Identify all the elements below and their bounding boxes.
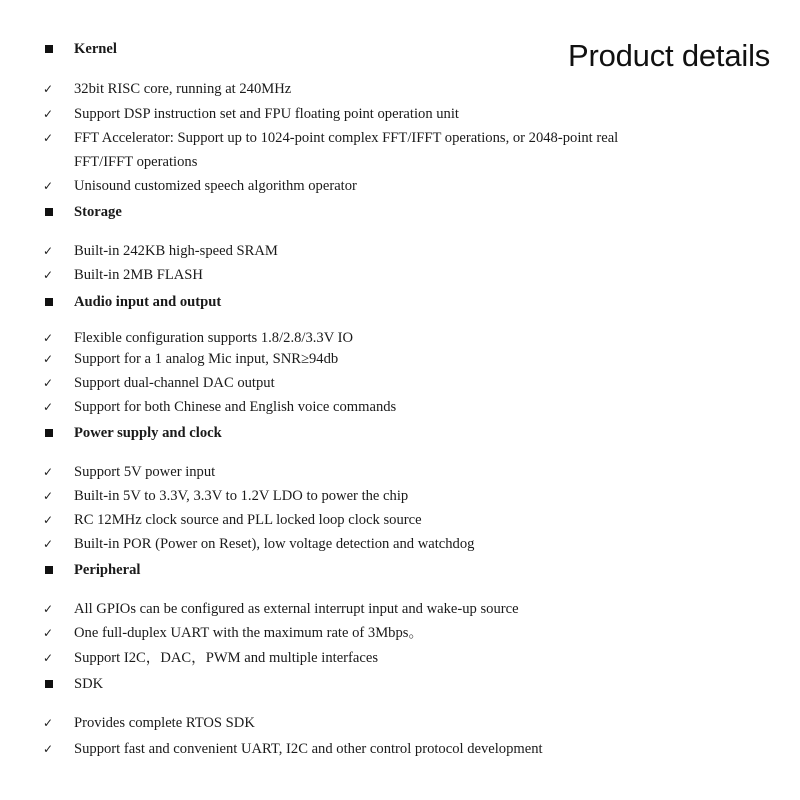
checkmark-icon: ✓ bbox=[43, 352, 54, 366]
black-square-icon bbox=[45, 566, 53, 574]
list-item-text: Support for both Chinese and English voice commands bbox=[74, 399, 397, 415]
checkmark-icon: ✓ bbox=[43, 716, 54, 730]
checkmark-icon: ✓ bbox=[43, 268, 54, 282]
list-item-text: Built-in 2MB FLASH bbox=[74, 267, 203, 283]
checkmark-icon: ✓ bbox=[43, 489, 54, 503]
checkmark-icon: ✓ bbox=[43, 513, 54, 527]
section-heading-label: Kernel bbox=[74, 41, 117, 57]
list-item-text: One full-duplex UART with the maximum rate of 3Mbps。 bbox=[74, 625, 424, 641]
checkmark-icon: ✓ bbox=[43, 376, 54, 390]
list-item-text: Support I2C，DAC，PWM and multiple interfaces bbox=[74, 650, 378, 666]
list-item-text: Support for a 1 analog Mic input, SNR≥94db bbox=[74, 351, 339, 367]
list-item-text: Built-in 5V to 3.3V, 3.3V to 1.2V LDO to power the chip bbox=[74, 488, 409, 504]
checkmark-icon: ✓ bbox=[43, 400, 54, 414]
checkmark-icon: ✓ bbox=[43, 82, 54, 96]
black-square-icon bbox=[45, 45, 53, 53]
list-item-text: Support fast and convenient UART, I2C and other control protocol development bbox=[74, 741, 543, 757]
black-square-icon bbox=[45, 429, 53, 437]
checkmark-icon: ✓ bbox=[43, 537, 54, 551]
black-square-icon bbox=[45, 298, 53, 306]
section-heading-label: SDK bbox=[74, 676, 104, 692]
checkmark-icon: ✓ bbox=[43, 179, 54, 193]
list-item-text: Flexible configuration supports 1.8/2.8/3.3V IO bbox=[74, 330, 354, 346]
list-item-text: Unisound customized speech algorithm operator bbox=[74, 178, 357, 194]
list-item-text: FFT Accelerator: Support up to 1024-point complex FFT/IFFT operations, or 2048-point real bbox=[74, 130, 619, 146]
list-item-text: 32bit RISC core, running at 240MHz bbox=[74, 81, 292, 97]
list-item-text: Support DSP instruction set and FPU floating point operation unit bbox=[74, 106, 459, 122]
section-heading-label: Power supply and clock bbox=[74, 425, 222, 441]
list-item-text: Support 5V power input bbox=[74, 464, 216, 480]
list-item-text: Support dual-channel DAC output bbox=[74, 375, 275, 391]
checkmark-icon: ✓ bbox=[43, 107, 54, 121]
list-item-text: Built-in POR (Power on Reset), low voltage detection and watchdog bbox=[74, 536, 475, 552]
checkmark-icon: ✓ bbox=[43, 742, 54, 756]
section-heading-label: Audio input and output bbox=[74, 294, 222, 310]
checkmark-icon: ✓ bbox=[43, 626, 54, 640]
section-heading-label: Storage bbox=[74, 204, 122, 220]
black-square-icon bbox=[45, 208, 53, 216]
section-heading-label: Peripheral bbox=[74, 562, 141, 578]
checkmark-icon: ✓ bbox=[43, 465, 54, 479]
black-square-icon bbox=[45, 680, 53, 688]
checkmark-icon: ✓ bbox=[43, 131, 54, 145]
checkmark-icon: ✓ bbox=[43, 331, 54, 345]
list-item-text: RC 12MHz clock source and PLL locked loop clock source bbox=[74, 512, 422, 528]
checkmark-icon: ✓ bbox=[43, 602, 54, 616]
list-item-text: FFT/IFFT operations bbox=[74, 154, 198, 170]
page-title: Product details bbox=[568, 38, 771, 73]
checkmark-icon: ✓ bbox=[43, 651, 54, 665]
checkmark-icon: ✓ bbox=[43, 244, 54, 258]
list-item-text: Built-in 242KB high-speed SRAM bbox=[74, 243, 278, 259]
list-item-text: All GPIOs can be configured as external interrupt input and wake-up source bbox=[74, 601, 519, 617]
list-item-text: Provides complete RTOS SDK bbox=[74, 715, 255, 731]
